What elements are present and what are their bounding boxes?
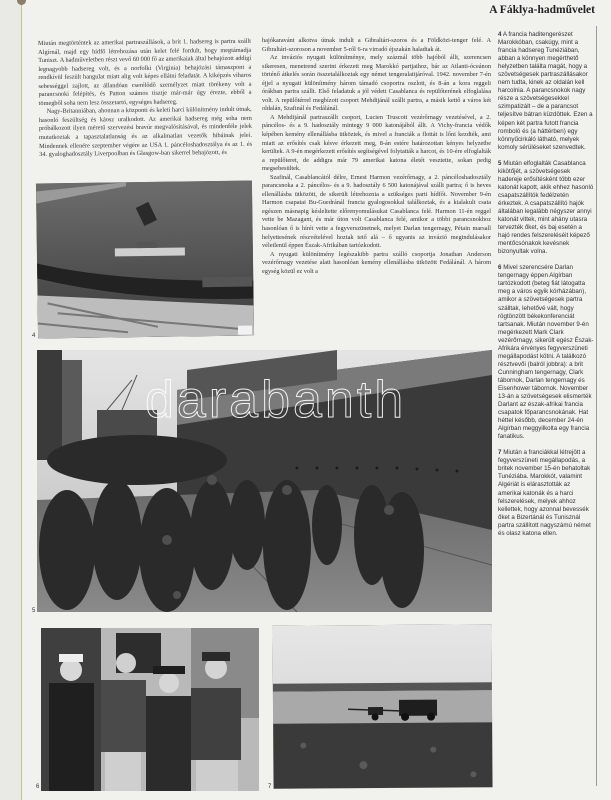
figure-number: 5: [32, 608, 36, 614]
paragraph: Miután megtörténtek az amerikai partraszállások, a brit 1. hadsereg is partra szállt Algírnál, majd egy hídfő létrehozása után kelet felé fordult, hogy megtámadja Tuniszt. A hadműveletben részt vevő 60 000 fő az amerikaiak által behajózott addigi legnagyobb hadsereg volt, és a norfolki (Virginia) behajózási támaszpont a rendkívül feszült hangulat miatt alig volt képes ellátni feladatát. A kiképzés viharos sebességgel zajlott, az állandóan cserélődő személyzet miatt törékeny volt a parancsnoki felépítés, és Patton számos tisztje már-már úgy érezte, ebből a tömegből soha nem lesz összetartó, egységes hadsereg.: [38, 37, 252, 107]
caption-number: 5: [498, 159, 502, 167]
binding-margin: [0, 0, 22, 800]
photo-troops-disembarking: [37, 350, 492, 612]
caption-text: Miután a franciákkal létrejött a fegyverszüneti megállapodás, a britek november 15-én behatoltak Tunéziába. Marokkót, valamint Algériát is elárasztották az amerikai katonák és a harci felszerelések, melyek ahhoz kellettek, hogy azonnal bevessék őket a Bizertánál és Tunisznál partra szállított nagyszámú német és olasz katona ellen.: [498, 449, 591, 537]
paragraph: A Mehdijánál partraszállt csoport, Lucien Truscott vezérőrnagy vezetésével, a 2. páncélos- és a 9. hadosztály mintegy 9 000 katonájából állt. A Vichy-francia védők képében kemény ellenállásba ütköztek, és mivel a franciák a flottát is lőni kezdték, ami miatt az erősítés csak késve érkezett meg, 8-án estére határozottan kényes helyzetbe kerültek. A 9-én megérkezett erősítés segítségével folytatták a harcot, és 10-ére elfoglalták a repülőteret, de addigra már 79 amerikai katona életét vesztette, sokan pedig megsebesültek.: [262, 113, 491, 173]
body-column-1: [38, 38, 252, 160]
photo-officers-group: [41, 628, 259, 791]
caption-4: [498, 31, 594, 152]
caption-number: 6: [498, 264, 502, 272]
caption-text: Mivel szerencsére Darlan tengernagy éppen Algírban tartózkodott (beteg fiát látogatta meg a város egyik kórházában), amikor a szövetségesek partra szálltak, lehetővé vált, hogy rögtönzött békekonferenciát tartsanak. Miután november 9-én megérkezett Mark Clark vezérőrnagy, sikerült egész Észak-Afrikára érvényes fegyverszüneti megállapodást kötni. A találkozó résztvevői (balról jobbra): a brit Cunningham tengernagy, Clark tábornok, Darlan tengernagy és Eisenhower tábornok. November 13-án a szövetségesek elismerték Darlant az észak-afrikai francia csapatok főparancsnokának. Hat héttel később, december 24-én Algírban meggyilkolta egy francia fanatikus.: [498, 264, 594, 441]
paragraph: Szafinál, Casablancától délre, Ernest Harmon vezérőrnagy, a 2. páncéloshadosztály parancsnoka a 2. páncélos- és a 9. hadosztály 6 500 katonájával szállt partra; ő is heves ellenállásba ütközött, de sikerült létrehoznia a szükséges parti hídfőt. November 9-én Harmon csapatai Bu-Guedránál francia gyalogosokkal találkoztak, és a kialakult csata egészen másnapig késleltette előrenyomulásukat Casablanca felé. Harmon 11-én reggel vette be Mazagant, és már úton volt Casablanca felé, amikor a többi parancsnokhoz hasonlóan ő is hírét vette a fegyverszünetnek, melyet Darlan tengernagy, Pétain marsall helyettesének részvételével hoztak tető alá – ő ugyanis az invázió megindulásakor véletlenül éppen Észak-Afrikában tartózkodott.: [262, 173, 491, 250]
figure-number: 4: [32, 333, 36, 339]
running-head: A Fáklya-hadművelet: [489, 4, 595, 16]
caption-5: [498, 160, 594, 257]
paragraph: A nyugati különítmény legészakibb partra szálló csoportja Jonathan Anderson vezérőrnagy vezetése alatt hasonlóan kemény ellenállásba ütközött Fedálánál. A három egység közül ez volt a: [262, 250, 491, 275]
column-rule: [596, 26, 597, 786]
caption-7: [498, 449, 594, 538]
body-column-2: [262, 37, 491, 276]
photo-ships-harbor: [36, 180, 254, 338]
figure-number: 6: [36, 784, 40, 790]
caption-text: A francia haditengerészet Marokkóban, csakúgy, mint a francia hadsereg Tunéziában, abban a könnyen megérthető helyzetben találta magát, hogy a szövetségesek partraszállásakor nem tudta, kinek az oldalán kell harcolnia. A parancsnokok nagy része a szövetségesekkel szimpatizált – de a parancsot teljesítve bátran küzdöttek. Ezen a képen két partra futott francia romboló és (a háttérben) egy könnyűcirkáló látható, melyek komoly sérüléseket szenvedtek.: [498, 31, 593, 151]
captions-column: [498, 31, 594, 546]
caption-number: 4: [498, 31, 502, 38]
caption-text: Miután elfoglalták Casablanca kikötőjét, a szövetségesek haderejе erősítésként több ezer katonát kapott, akik ehhez hasonló csapatszállítók fedélzetén érkeztek. A csapatszállító hajók általában legalább négyszer annyi katonát vittek, mint ahány utasra tervezték őket, és baj esetén a hajó rendes felszereléséit képező mentőcsónakok kevésnek bizonyultak volna.: [498, 159, 594, 256]
binding-line: [21, 0, 22, 800]
photo-vehicle-towing-gun: [272, 624, 492, 789]
caption-number: 7: [498, 449, 502, 457]
binding-pin-icon: [17, 0, 26, 5]
caption-6: [498, 264, 594, 441]
paragraph: Nagy-Britanniában, ahonnan a központi és keleti harci különítmény indult útnak, hasonló feszültség és káosz uralkodott. Az amerikai hadsereg még soha nem próbálkozott ilyen méretű szervezési bravúr megvalósításával, és mindenféle jelek mutatkoztak a tapasztalatlanság és az alkalmatlan vezetők hibáinak jelei. Mindennek ellenére szeptember végére az USA 1. páncéloshadosztálya és az 1. és 34. gyaloghadosztály Liverpoolban és Glasgow-ban sikerrel behajózott, és: [38, 106, 253, 159]
paragraph: hajókaravánt alkotva útnak indult a Gibraltári-szoros és a Földközi-tenger felé. A Gibraltári-szoroson a november 5-ről 6-ra virradó éjszakán haladtak át.: [262, 37, 491, 53]
figure-number: 7: [268, 784, 272, 790]
paragraph: Az inváziós nyugati különítménye, mely százmál több hajóból állt, szerencsen sikeresen, menetrend szerint érkezett meg Marokkó partjaihoz, bár az Atlanti-óceánon történő átkelés során összetalálkoztak egy német tengeralattjáróval. 1942. november 7-én éjjel a nyugati különítmény három támadó csoportra oszlott, és 8-án a kora reggeli órákban partra szállt. Első feladatuk a jól védett Casablanca és repülőterének elfoglalása volt. A repülőtérrel megbízott csoport Mehdijánál szállt partra, a másik kettő a város két oldalán, Szafinál és Fedálánál.: [262, 54, 491, 113]
